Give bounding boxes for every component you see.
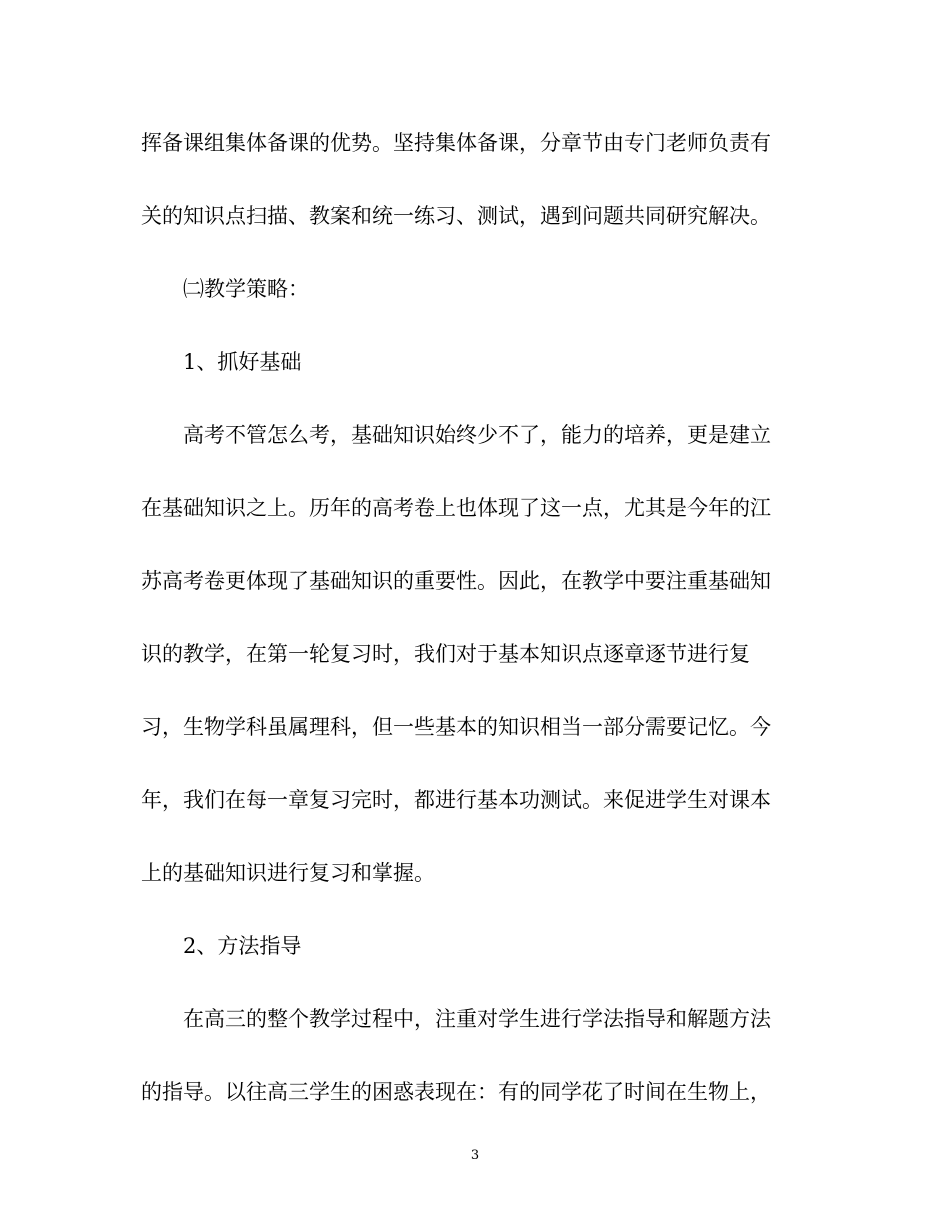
body-text-line: 的指导。以往高三学生的困惑表现在：有的同学花了时间在生物上， — [141, 1080, 771, 1104]
body-text-line: 在基础知识之上。历年的高考卷上也体现了这一点，尤其是今年的江 — [141, 496, 771, 520]
body-text-line: 习，生物学科虽属理科，但一些基本的知识相当一部分需要记忆。今 — [141, 715, 771, 739]
subsection-heading: 1、抓好基础 — [183, 350, 302, 374]
body-text-line: 苏高考卷更体现了基础知识的重要性。因此，在教学中要注重基础知 — [141, 569, 771, 593]
body-text-line: 上的基础知识进行复习和掌握。 — [141, 861, 435, 885]
body-text-line: 识的教学，在第一轮复习时，我们对于基本知识点逐章逐节进行复 — [141, 642, 750, 666]
body-text-line: 高考不管怎么考，基础知识始终少不了，能力的培养，更是建立 — [183, 423, 771, 447]
body-text-line: 关的知识点扫描、教案和统一练习、测试，遇到问题共同研究解决。 — [141, 204, 771, 228]
body-text-line: 在高三的整个教学过程中，注重对学生进行学法指导和解题方法 — [183, 1007, 771, 1031]
subsection-heading: 2、方法指导 — [183, 934, 302, 958]
body-text-line: 挥备课组集体备课的优势。坚持集体备课，分章节由专门老师负责有 — [141, 131, 771, 155]
page-number: 3 — [470, 1148, 480, 1163]
body-text-line: 年，我们在每一章复习完时，都进行基本功测试。来促进学生对课本 — [141, 788, 771, 812]
section-heading: ㈡教学策略： — [183, 277, 309, 301]
